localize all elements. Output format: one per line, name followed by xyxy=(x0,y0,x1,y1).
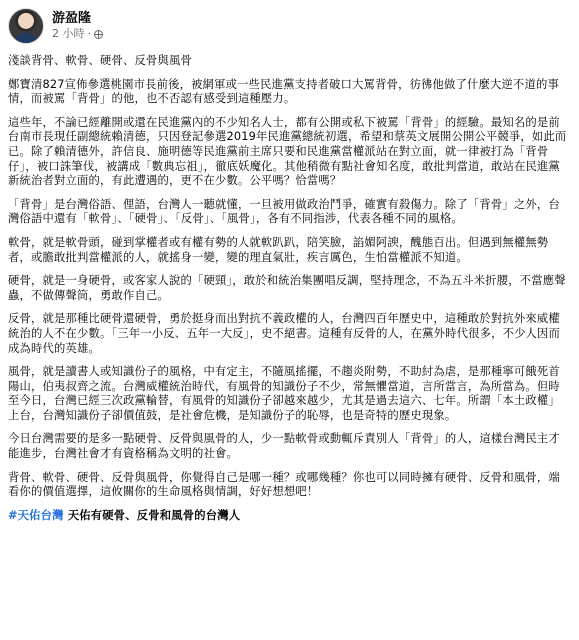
author-avatar[interactable] xyxy=(8,8,44,44)
hashtag-line xyxy=(8,509,569,523)
post-header xyxy=(8,6,569,46)
author-name[interactable]: 游盈隆 xyxy=(52,11,92,26)
post-paragraph: 風骨，就是讀書人或知識份子的風格，中有定主，不隨風搖擺，不趨炎附勢，不助紂為虐，是那種寧可餓死首陽山，伯夷叔齊之流。台灣威權統治時代，有風骨的知識份子不少，常無懼當道，言所當言，為所當為。但時至今日，台灣已經三次政黨輪替，有風骨的知識份子卻越來越少，尤其是過去這六、七年。所謂「本土政權」上台，台灣知識份子卻價值鼓，是社會危機，是知識份子的恥辱，也是奇特的歷史現象。 xyxy=(8,365,560,422)
post-paragraph: 軟骨，就是軟骨頭，碰到掌權者或有權有勢的人就軟趴趴，陪笑臉，諂媚阿諛，醜態百出。但遇到無權無勢者，或膽敢批判當權派的人，就搖身一變，變的理直氣壯，疾言厲色，生怕當權派不知道。 xyxy=(8,235,549,264)
post-paragraph: 反骨，就是那種比硬骨還硬骨，勇於挺身而出對抗不義政權的人，台灣四百年歷史中，這種敢於對抗外來威權統治的人不在少數。「三年一小反、五年一大反」，史不絕書。這種有反骨的人，在黨外時代很多，不少人因而成為時代的英雄。 xyxy=(8,312,561,355)
meta-separator: · xyxy=(87,27,91,40)
hashtag-tail: 天佑有硬骨、反骨和風骨的台灣人 xyxy=(63,508,241,522)
post-paragraph: 背骨、軟骨、硬骨、反骨與風骨，你覺得自己是哪一種？或哪幾種？你也可以同時擁有硬骨、反骨和風骨，端看你的價值選擇，這攸關你的生命風格與情調，好好想想吧！ xyxy=(8,470,560,499)
post-time[interactable]: 2 小時 xyxy=(52,27,85,40)
post-title: 淺談背骨、軟骨、硬骨、反骨與風骨 xyxy=(8,54,192,67)
post-paragraph: 「背骨」是台灣俗語、俚語，台灣人一聽就懂，一旦被用做政治鬥爭，確實有殺傷力。除了「背骨」之外，台灣俗語中還有「軟骨」、「硬骨」、「反骨」、「風骨」，各有不同指涉，代表各種不同的風格。 xyxy=(8,197,560,226)
globe-icon[interactable] xyxy=(94,30,103,39)
hashtag-link[interactable]: #天佑台灣 xyxy=(8,508,64,522)
post-header-text xyxy=(52,11,103,41)
post-paragraph: 鄭寶清827宣佈參選桃園市長前後，被網軍或一些民進黨支持者破口大罵背骨，彷彿他做了什麼大逆不道的事情，而被罵「背骨」的他，也不否認有感受到這種壓力。 xyxy=(8,77,560,106)
post-body xyxy=(8,54,569,523)
post-meta xyxy=(52,27,103,41)
post-paragraph: 硬骨，就是一身硬骨，或客家人說的「硬頸」，敢於和統治集團唱反調，堅持理念，不為五斗米折腰，不當應聲蟲，不做傳聲筒，勇敢作自己。 xyxy=(8,274,566,302)
post-paragraph: 今日台灣需要的是多一點硬骨、反骨與風骨的人，少一點軟骨或動輒斥責別人「背骨」的人，這樣台灣民主才能進步，台灣社會才有資格稱為文明的社會。 xyxy=(8,432,560,461)
post-paragraph: 這些年，不論已經離開或還在民進黨內的不少知名人士，都有公開或私下被罵「背骨」的經驗。最知名的是前台南市長現任副總統賴清德，只因登記參選2019年民進黨總統初選，希望和蔡英文展開公開公平競爭，如此而已。除了賴清德外，許信良、施明德等民進黨前主席只要和民進黨當權派站在對立面，就一律被打為「背骨仔」，被口誅筆伐，被講成「數典忘祖」，徹底妖魔化。其他稍微有點社會知名度，敢批判當道，敢站在民進黨新統治者對立面的，有此遭遇的，更不在少數。公平嗎？恰當嗎？ xyxy=(8,115,567,188)
